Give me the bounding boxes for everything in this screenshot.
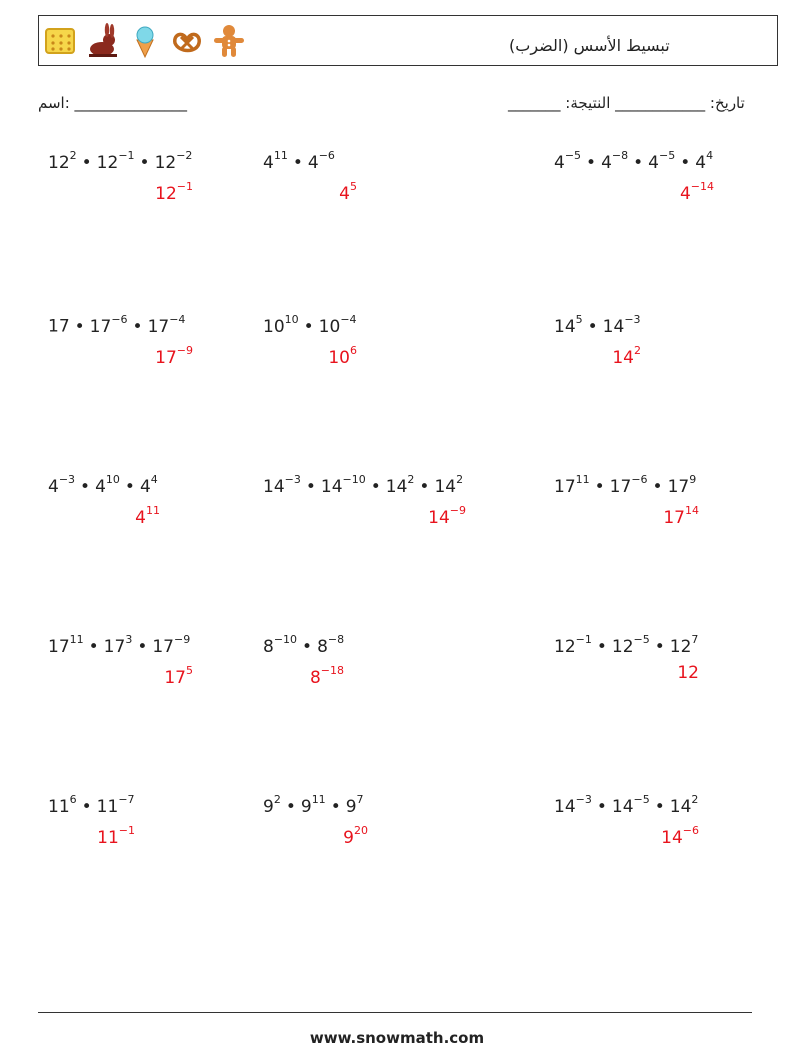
- exponent: −10: [342, 473, 366, 486]
- base: 17: [147, 316, 170, 337]
- multiply-dot: •: [88, 636, 99, 657]
- base: 9: [343, 827, 354, 848]
- base: 4: [601, 152, 612, 173]
- problem-term: [154, 149, 193, 173]
- exponent: −6: [318, 149, 335, 162]
- exponent: −1: [176, 180, 193, 193]
- base: 12: [677, 663, 699, 683]
- exponent: −3: [58, 473, 76, 486]
- problem-term: [385, 473, 415, 497]
- exponent: −9: [449, 504, 466, 517]
- problem-term: [300, 793, 326, 817]
- multiply-dot: •: [594, 476, 605, 497]
- problem-expression: [554, 148, 713, 173]
- multiply-dot: •: [370, 476, 381, 497]
- multiply-dot: •: [654, 636, 665, 657]
- multiply-dot: •: [74, 316, 85, 337]
- multiply-dot: •: [139, 152, 150, 173]
- ice-cream-icon: [127, 23, 163, 59]
- exponent: −4: [169, 313, 186, 326]
- multiply-dot: •: [303, 316, 314, 337]
- problem-term: [695, 149, 714, 173]
- base: 9: [345, 796, 357, 817]
- exponent: −5: [633, 793, 650, 806]
- base: 4: [139, 476, 151, 497]
- problem-term: [103, 633, 133, 657]
- base: 12: [154, 152, 177, 173]
- pretzel-icon: [169, 23, 205, 59]
- base: 17: [48, 316, 70, 337]
- problem-term: [48, 793, 77, 817]
- problem-term: [554, 633, 592, 657]
- multiply-dot: •: [419, 476, 430, 497]
- exponent: −2: [176, 149, 193, 162]
- multiply-dot: •: [680, 152, 691, 173]
- answer: [343, 823, 368, 848]
- base: 12: [554, 636, 576, 657]
- problem-term: [609, 473, 648, 497]
- base: 14: [554, 316, 576, 337]
- exponent: −1: [575, 633, 592, 646]
- problem-expression: [263, 792, 364, 817]
- gingerbread-icon: [211, 23, 247, 59]
- multiply-dot: •: [132, 316, 143, 337]
- exponent: 11: [273, 149, 288, 162]
- exponent: 9: [689, 473, 697, 486]
- problem-term: [554, 149, 582, 173]
- exponent: 14: [685, 504, 699, 517]
- base: 17: [89, 316, 112, 337]
- problem-term: [48, 317, 70, 337]
- problem-term: [307, 149, 335, 173]
- problem-term: [147, 313, 186, 337]
- worksheet-title: (تبسيط الأسس (الضرب: [509, 36, 670, 55]
- base: 17: [609, 476, 632, 497]
- problem-expression: [263, 148, 335, 173]
- date-result-field: _______ :تاريخ: ____________ النتيجة: [508, 94, 745, 112]
- base: 14: [611, 796, 634, 817]
- exponent: 4: [150, 473, 158, 486]
- base: 4: [339, 183, 350, 204]
- answer-term: [661, 824, 699, 848]
- base: 14: [263, 476, 285, 497]
- exponent: 20: [354, 824, 368, 837]
- base: 9: [263, 796, 274, 817]
- exponent: 10: [105, 473, 120, 486]
- exponent: −3: [284, 473, 301, 486]
- base: 4: [95, 476, 106, 497]
- multiply-dot: •: [81, 152, 92, 173]
- problem-term: [96, 149, 135, 173]
- base: 12: [155, 183, 177, 204]
- base: 14: [554, 796, 576, 817]
- problem-term: [96, 793, 135, 817]
- header-box: [38, 15, 778, 66]
- base: 4: [307, 152, 319, 173]
- exponent: −5: [564, 149, 582, 162]
- exponent: 10: [284, 313, 299, 326]
- answer: [310, 663, 344, 688]
- base: 14: [612, 347, 634, 368]
- problem-term: [434, 473, 464, 497]
- answer: [663, 503, 699, 528]
- exponent: −8: [611, 149, 629, 162]
- base: 4: [554, 152, 565, 173]
- multiply-dot: •: [81, 796, 92, 817]
- base: 8: [309, 667, 321, 688]
- problem-term: [669, 633, 699, 657]
- multiply-dot: •: [305, 476, 316, 497]
- problem-term: [263, 313, 299, 337]
- answer-term: [339, 180, 357, 204]
- base: 17: [48, 636, 70, 657]
- base: 10: [263, 316, 285, 337]
- multiply-dot: •: [302, 636, 313, 657]
- exponent: −6: [111, 313, 128, 326]
- exponent: −3: [575, 793, 592, 806]
- problem-expression: [48, 148, 192, 173]
- exponent: 11: [311, 793, 326, 806]
- problem-term: [48, 473, 76, 497]
- problem-term: [345, 793, 364, 817]
- exponent: −9: [173, 633, 191, 646]
- multiply-dot: •: [654, 796, 665, 817]
- answer-term: [164, 664, 193, 688]
- problem-expression: [263, 632, 344, 657]
- exponent: 7: [691, 633, 699, 646]
- base: 4: [48, 476, 59, 497]
- exponent: 2: [407, 473, 415, 486]
- base: 4: [135, 507, 146, 528]
- multiply-dot: •: [292, 152, 303, 173]
- problem-expression: [554, 312, 641, 337]
- problem-expression: [263, 472, 463, 497]
- exponent: 5: [186, 664, 193, 677]
- multiply-dot: •: [596, 636, 607, 657]
- exponent: 2: [691, 793, 699, 806]
- base: 4: [263, 152, 274, 173]
- answer: [97, 823, 135, 848]
- footer-divider: [38, 1012, 752, 1013]
- exponent: 2: [69, 149, 77, 162]
- multiply-dot: •: [596, 796, 607, 817]
- answer: [661, 823, 699, 848]
- answer: [339, 179, 357, 204]
- answer-term: [328, 344, 357, 368]
- name-field: اسم: _______________: [38, 94, 188, 112]
- exponent: −3: [624, 313, 641, 326]
- answer: [677, 663, 699, 683]
- problem-term: [48, 633, 84, 657]
- exponent: 7: [356, 793, 364, 806]
- footer-url: www.snowmath.com: [309, 1029, 485, 1047]
- exponent: 11: [69, 633, 84, 646]
- exponent: −7: [118, 793, 135, 806]
- problem-term: [320, 473, 366, 497]
- base: 14: [428, 507, 450, 528]
- rabbit-icon: [85, 23, 121, 59]
- exponent: 5: [575, 313, 583, 326]
- problem-term: [669, 793, 699, 817]
- multiply-dot: •: [587, 316, 598, 337]
- base: 8: [263, 636, 274, 657]
- base: 4: [648, 152, 659, 173]
- answer: [612, 343, 641, 368]
- base: 14: [385, 476, 408, 497]
- exponent: −6: [631, 473, 648, 486]
- exponent: −18: [320, 664, 344, 677]
- base: 11: [97, 827, 119, 848]
- exponent: −14: [690, 180, 714, 193]
- problem-expression: [263, 312, 357, 337]
- exponent: 6: [69, 793, 77, 806]
- exponent: −8: [327, 633, 345, 646]
- multiply-dot: •: [124, 476, 135, 497]
- multiply-dot: •: [80, 476, 91, 497]
- problem-term: [89, 313, 128, 337]
- exponent: 3: [125, 633, 133, 646]
- problem-term: [554, 473, 590, 497]
- problem-term: [601, 149, 629, 173]
- multiply-dot: •: [633, 152, 644, 173]
- answer-term: [663, 504, 699, 528]
- exponent: −5: [658, 149, 676, 162]
- answer: [164, 663, 193, 688]
- multiply-dot: •: [652, 476, 663, 497]
- problem-expression: [48, 632, 190, 657]
- problem-term: [648, 149, 676, 173]
- base: 11: [96, 796, 119, 817]
- base: 14: [661, 827, 683, 848]
- base: 17: [103, 636, 126, 657]
- exponent: 2: [273, 793, 281, 806]
- problem-expression: [48, 312, 185, 337]
- exponent: 11: [146, 504, 160, 517]
- exponent: −1: [118, 149, 135, 162]
- problem-term: [554, 313, 583, 337]
- base: 10: [318, 316, 341, 337]
- base: 17: [667, 476, 690, 497]
- base: 17: [554, 476, 576, 497]
- answer-term: [135, 504, 160, 528]
- base: 9: [300, 796, 312, 817]
- answer-term: [155, 344, 193, 368]
- problem-term: [48, 149, 77, 173]
- exponent: −10: [273, 633, 298, 646]
- answer-term: [155, 180, 193, 204]
- problem-expression: [554, 472, 696, 497]
- base: 10: [328, 347, 350, 368]
- problem-term: [611, 793, 650, 817]
- exponent: 5: [350, 180, 357, 193]
- problem-term: [611, 633, 650, 657]
- problem-term: [263, 633, 298, 657]
- icon-strip: [43, 20, 247, 62]
- base: 14: [320, 476, 343, 497]
- answer-term: [428, 504, 466, 528]
- problem-expression: [48, 792, 135, 817]
- base: 11: [48, 796, 70, 817]
- answer: [155, 343, 193, 368]
- exponent: 6: [350, 344, 357, 357]
- base: 4: [679, 183, 691, 204]
- problem-term: [263, 793, 281, 817]
- answer-term: [677, 663, 699, 683]
- base: 12: [669, 636, 692, 657]
- base: 14: [669, 796, 692, 817]
- problem-term: [318, 313, 357, 337]
- problem-term: [554, 793, 592, 817]
- problem-term: [263, 473, 301, 497]
- base: 12: [48, 152, 70, 173]
- multiply-dot: •: [330, 796, 341, 817]
- answer-term: [343, 824, 368, 848]
- problem-term: [263, 149, 288, 173]
- answer-term: [679, 180, 714, 204]
- base: 17: [663, 507, 685, 528]
- base: 12: [96, 152, 119, 173]
- base: 17: [152, 636, 174, 657]
- answer-term: [97, 824, 135, 848]
- problem-term: [95, 473, 120, 497]
- answer: [328, 343, 357, 368]
- problem-term: [139, 473, 158, 497]
- answer: [428, 503, 466, 528]
- answer: [135, 503, 160, 528]
- answer-term: [309, 664, 344, 688]
- problem-term: [602, 313, 641, 337]
- multiply-dot: •: [285, 796, 296, 817]
- exponent: 4: [706, 149, 714, 162]
- exponent: 2: [456, 473, 464, 486]
- multiply-dot: •: [586, 152, 597, 173]
- problem-expression: [48, 472, 158, 497]
- base: 4: [695, 152, 707, 173]
- base: 12: [611, 636, 634, 657]
- base: 8: [317, 636, 328, 657]
- problem-expression: [554, 792, 698, 817]
- multiply-dot: •: [137, 636, 148, 657]
- cracker-icon: [43, 23, 79, 59]
- problem-term: [317, 633, 345, 657]
- problem-term: [152, 633, 191, 657]
- exponent: −5: [633, 633, 650, 646]
- exponent: −6: [682, 824, 699, 837]
- exponent: −9: [176, 344, 193, 357]
- exponent: −4: [340, 313, 357, 326]
- base: 14: [602, 316, 625, 337]
- base: 14: [434, 476, 457, 497]
- answer-term: [612, 344, 641, 368]
- problem-expression: [554, 632, 698, 657]
- answer: [155, 179, 193, 204]
- base: 17: [155, 347, 177, 368]
- problem-term: [667, 473, 697, 497]
- exponent: 11: [575, 473, 590, 486]
- exponent: 2: [634, 344, 641, 357]
- answer: [680, 179, 714, 204]
- base: 17: [164, 667, 186, 688]
- exponent: −1: [118, 824, 135, 837]
